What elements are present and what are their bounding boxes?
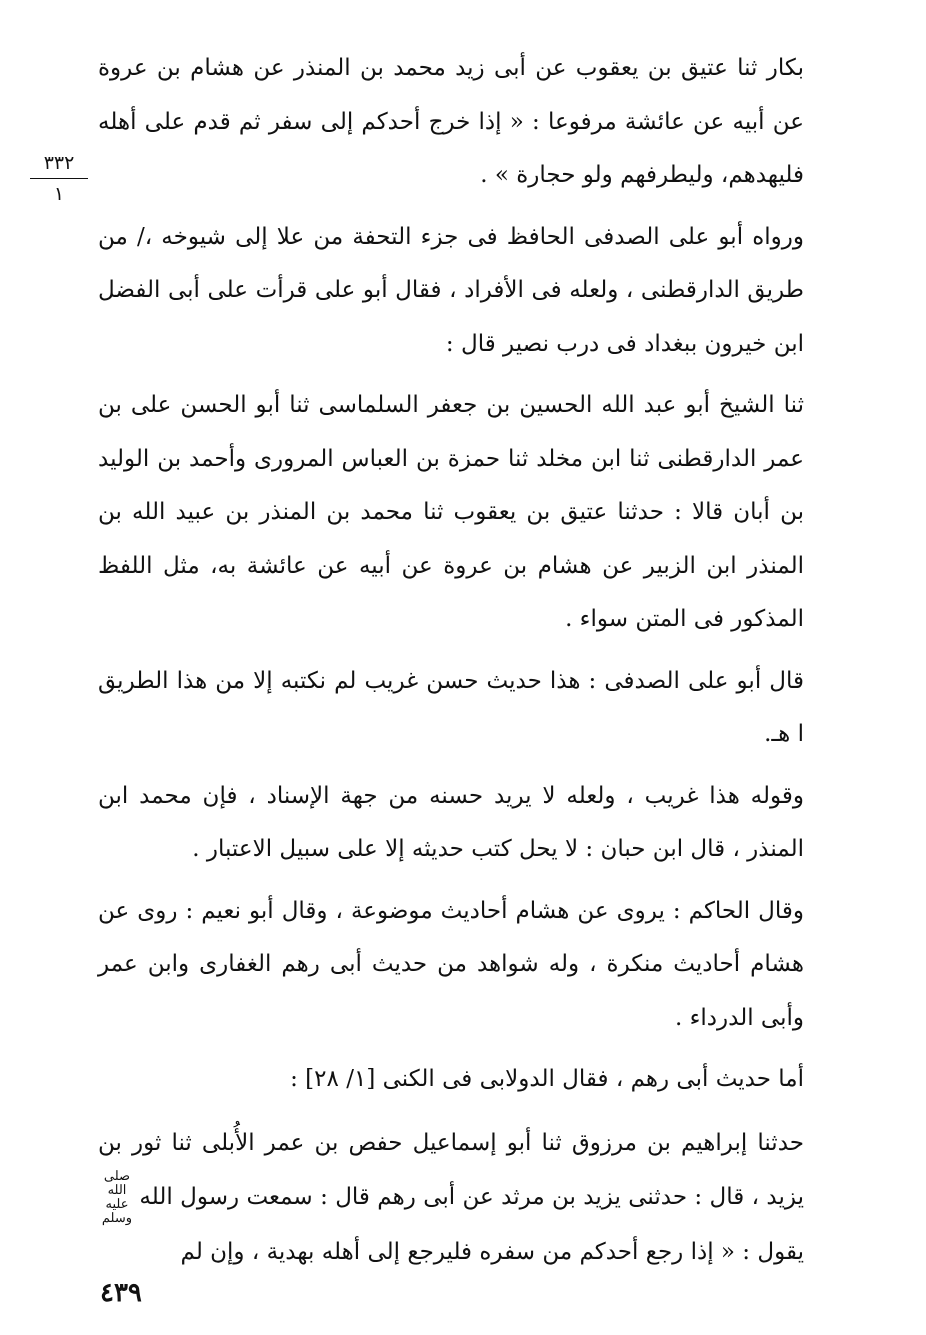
paragraph-1: بكار ثنا عتيق بن يعقوب عن أبى زيد محمد بن المنذر عن هشام بن عروة عن أبيه عن عائشة مرفوعا : « إذا خرج أحدكم إلى سفر ثم قدم على أهله فليهدهم، وليطرفهم ولو حجارة » . bbox=[98, 55, 804, 188]
manuscript-side-number: ١ bbox=[53, 183, 65, 205]
paragraph-5: وقوله هذا غريب ، ولعله لا يريد حسنه من جهة الإسناد ، فإن محمد ابن المنذر ، قال ابن حبان : لا يحل كتب حديثه إلا على سبيل الاعتبار . bbox=[98, 782, 804, 862]
paragraph-4: قال أبو على الصدفى : هذا حديث حسن غريب لم نكتبه إلا من هذا الطريق ا هـ. bbox=[98, 667, 804, 747]
manuscript-folio-number: ٣٣٢ bbox=[30, 152, 88, 179]
paragraph-8-end: يقول : « إذا رجع أحدكم من سفره فليرجع إلى أهله بهدية ، وإن لم bbox=[180, 1239, 804, 1265]
paragraph-6: وقال الحاكم : يروى عن هشام أحاديث موضوعة ، وقال أبو نعيم : روى عن هشام أحاديث منكرة ، وله شواهد من حديث أبى رهم الغفارى وابن عمر وأبى الدرداء . bbox=[98, 897, 804, 1031]
paragraph-8 bbox=[98, 1117, 804, 1280]
paragraph-2: ورواه أبو على الصدفى الحافظ فى جزء التحفة من علا إلى شيوخه ،/ من طريق الدارقطنى ، ولعله فى الأفراد ، فقال أبو على قرأت على أبى الفضل ابن خيرون ببغداد فى درب نصير قال : bbox=[98, 223, 804, 357]
paragraph-7: أما حديث أبى رهم ، فقال الدولابى فى الكنى [١/ ٢٨] : bbox=[290, 1066, 804, 1092]
paragraph-8-start: حدثنا إبراهيم بن مرزوق ثنا أبو إسماعيل حفص بن عمر الأُبلى ثنا ثور بن يزيد ، قال : حدثنى يزيد بن مرثد عن أبى رهم قال : سمعت رسول الله bbox=[98, 1129, 804, 1210]
main-text bbox=[98, 42, 804, 1288]
pbuh-ligature: صلى الله عليه وسلم bbox=[101, 1169, 132, 1226]
page-number: ٤٣٩ bbox=[100, 1278, 142, 1308]
margin-note bbox=[30, 152, 88, 205]
paragraph-3: ثنا الشيخ أبو عبد الله الحسين بن جعفر السلماسى ثنا أبو الحسن على بن عمر الدارقطنى ثنا ابن مخلد ثنا حمزة بن العباس المرورى وأحمد بن الوليد بن أبان قالا : حدثنا عتيق بن يعقوب ثنا محمد بن المنذر بن عبيد الله بن المنذر ابن الزبير عن هشام بن عروة عن أبيه عن عائشة به، مثل اللفظ المذكور فى المتن سواء . bbox=[98, 392, 804, 632]
